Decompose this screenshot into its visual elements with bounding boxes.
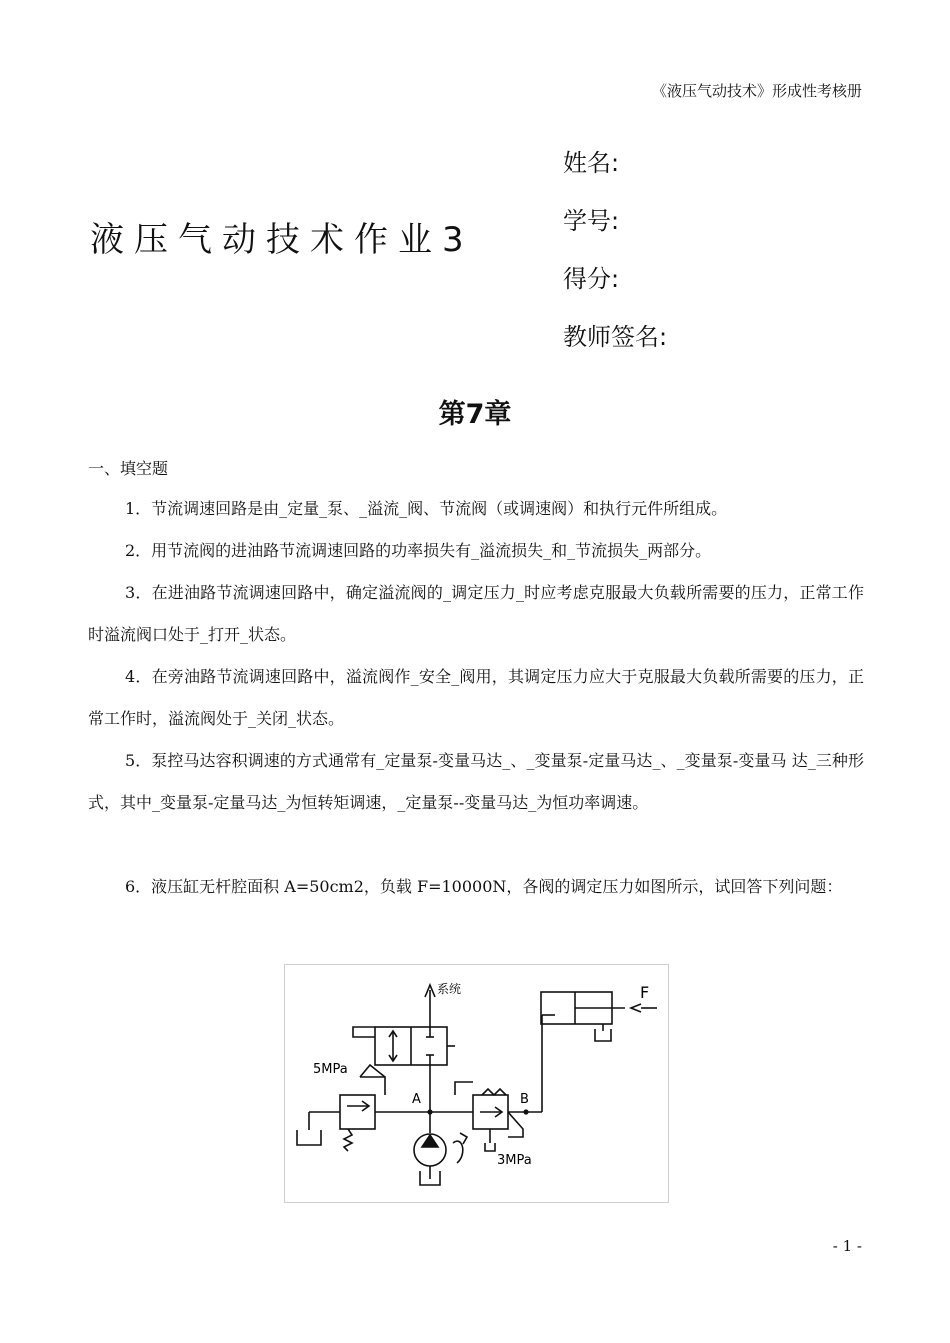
chapter-heading: 第7章 [438,399,512,430]
assignment-title: 液压气动技术作业3 [90,220,474,260]
reducing-pressure-label: 3MPa [497,1153,532,1168]
relief-pressure-label: 5MPa [313,1062,348,1077]
force-label: F [640,983,650,1002]
header-note: 《液压气动技术》形成性考核册 [651,82,862,100]
relief-valve [340,1095,375,1129]
point-b-label: B [520,1092,529,1107]
relief-tank-icon [297,1130,321,1145]
question-4: 4．在旁油路节流调速回路中，溢流阀作_安全_阀用，其调定压力应大于克服最大负载所需要的压力，正常工作时，溢流阀处于_关闭_状态。 [88,667,864,728]
hydraulic-circuit-diagram [285,965,668,1202]
section-heading: 一、填空题 [88,459,169,478]
student-id-field [563,203,619,239]
question-5: 5．泵控马达容积调速的方式通常有_定量泵-变量马达_、_变量泵-定量马达_、_变量泵-变量马 达_三种形式，其中_变量泵-定量马达_为恒转矩调速，_定量泵--变量马达_为恒功率调速。 [88,751,864,812]
question-6: 6．液压缸无杆腔面积 A=50cm2，负载 F=10000N，各阀的调定压力如图所示，试回答下列问题： [125,877,843,896]
score-label: 得分: [563,265,620,293]
question-2: 2．用节流阀的进油路节流调速回路的功率损失有_溢流损失_和_节流损失_两部分。 [125,541,712,560]
question-3: 3．在进油路节流调速回路中，确定溢流阀的_调定压力_时应考虑克服最大负载所需要的压力，正常工作时溢流阀口处于_打开_状态。 [88,583,864,644]
name-field [563,145,619,181]
point-a-label: A [412,1092,421,1107]
name-label: 姓名: [563,149,620,177]
teacher-signature-field [563,319,667,355]
system-label: 系统 [437,982,462,996]
student-id-label: 学号: [563,207,620,235]
question-1: 1．节流调速回路是由_定量_泵、_溢流_阀、节流阀（或调速阀）和执行元件所组成。 [125,499,728,518]
score-field [563,261,619,297]
teacher-signature-label: 教师签名: [563,323,668,351]
hydraulic-circuit-figure [284,964,669,1203]
page-number: - 1 - [832,1237,862,1255]
